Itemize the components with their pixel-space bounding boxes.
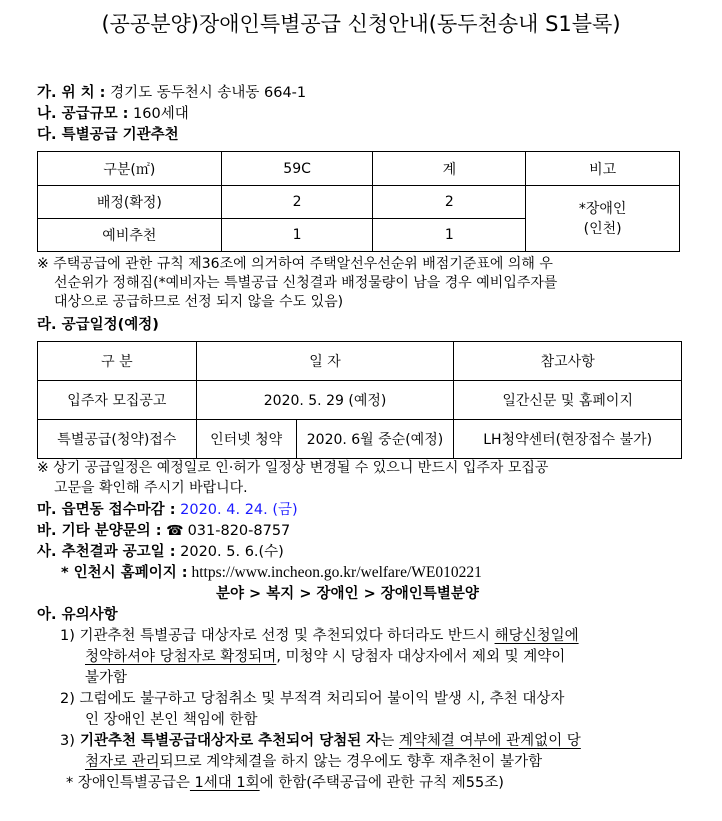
note-priority-line-1: ※ 주택공급에 관한 규칙 제36조에 의거하여 주택알선우선순위 배점기준표에 의해 우 — [37, 256, 553, 272]
caution-item-3-underline-2: 첨자로 관리 — [85, 754, 160, 770]
inquiry-label: 바. 기타 분양문의 : — [37, 523, 162, 539]
announcement-line — [37, 542, 284, 562]
cell-59c: 2 — [221, 186, 373, 219]
homepage-label: * 인천시 홈페이지 : — [61, 565, 188, 581]
cell-reference: LH청약센터(현장접수 불가) — [454, 420, 682, 459]
location-value: 경기도 동두천시 송내동 664-1 — [105, 85, 307, 101]
table-row — [38, 381, 682, 420]
footnote-text: * 장애인특별공급은 — [66, 775, 190, 791]
caution-item-2-line-1 — [60, 689, 564, 710]
row-label: 입주자 모집공고 — [38, 381, 197, 420]
caution-item-1-line-2 — [85, 647, 565, 668]
caution-item-3-text: 는 — [380, 733, 399, 749]
note-schedule-line-2: 고문을 확인해 주시기 바랍니다. — [54, 480, 248, 496]
cell-total: 1 — [373, 219, 526, 252]
supply-scale-label: 나. 공급규모 : — [37, 106, 129, 122]
caution-item-3-line-1 — [60, 731, 581, 752]
header-date: 일 자 — [196, 342, 454, 381]
allocation-table — [37, 151, 680, 252]
header-reference: 참고사항 — [454, 342, 682, 381]
announcement-value: 2020. 5. 6.(수) — [175, 544, 284, 560]
caution-item-2-number: 2) — [60, 691, 75, 707]
caution-item-1-line-3: 불가함 — [85, 670, 128, 686]
phone-icon: ☎ — [166, 523, 184, 539]
cell-date: 2020. 6월 중순(예정) — [296, 420, 454, 459]
agency-recommendation-heading: 다. 특별공급 기관추천 — [37, 127, 179, 143]
note-priority-line-3: 대상으로 공급하므로 선정 되지 않을 수도 있음) — [54, 294, 344, 310]
header-total: 계 — [373, 152, 526, 186]
location-label: 가. 위 치 : — [37, 85, 106, 101]
table-row — [38, 186, 680, 219]
homepage-url[interactable]: https://www.incheon.go.kr/welfare/WE010221 — [187, 564, 482, 581]
caution-item-3-text-2: 되므로 계약체결을 하지 않는 경우에도 향후 재추천이 불가함 — [159, 754, 543, 770]
remark-line-2: (인천) — [583, 220, 622, 237]
caution-item-1-text: 기관추천 특별공급 대상자로 선정 및 추천되었다 하더라도 반드시 — [74, 628, 495, 644]
caution-item-2-text: 그럼에도 불구하고 당첨취소 및 부적격 처리되어 불이익 발생 시, 추천 대상자 — [74, 691, 565, 707]
deadline-line — [37, 500, 298, 520]
caution-item-1-underline-2: 청약하셔야 당첨자로 확정되며 — [85, 649, 277, 665]
supply-scale-value: 160세대 — [128, 106, 189, 122]
caution-footnote — [66, 773, 504, 794]
supply-schedule-heading: 라. 공급일정(예정) — [37, 317, 159, 333]
homepage-path: 분야 > 복지 > 장애인 > 장애인특별분양 — [216, 586, 479, 602]
table-row — [38, 420, 682, 459]
row-label: 예비추천 — [38, 219, 222, 252]
cell-method: 인터넷 청약 — [196, 420, 296, 459]
inquiry-phone: 031-820-8757 — [187, 523, 291, 539]
footnote-text-2: 에 한함(주택공급에 관한 규칙 제55조) — [259, 775, 504, 791]
page-title: (공공분양)장애인특별공급 신청안내(동두천송내 S1블록) — [101, 12, 621, 36]
table-header-row — [38, 342, 682, 381]
remark-line-1: *장애인 — [578, 200, 627, 217]
footnote-underline: 1세대 1회 — [189, 775, 260, 791]
caution-item-1-underline: 해당신청일에 — [494, 628, 579, 644]
row-label: 특별공급(청약)접수 — [38, 420, 197, 459]
announcement-label: 사. 추천결과 공고일 : — [37, 544, 176, 560]
caution-item-1-line-1 — [60, 626, 579, 647]
caution-item-1-number: 1) — [60, 628, 75, 644]
cautions-heading: 아. 유의사항 — [37, 607, 118, 623]
cell-date: 2020. 5. 29 (예정) — [196, 381, 454, 420]
remarks-cell — [526, 186, 680, 252]
header-category: 구분(㎡) — [38, 152, 222, 186]
deadline-label: 마. 읍면동 접수마감 : — [37, 502, 176, 518]
schedule-table — [37, 341, 682, 459]
header-remarks: 비고 — [526, 152, 680, 186]
cell-reference: 일간신문 및 홈페이지 — [454, 381, 682, 420]
location-line — [37, 83, 306, 103]
row-label: 배정(확정) — [38, 186, 222, 219]
caution-item-3-bold: 기관추천 특별공급대상자로 추천되어 당첨된 자 — [74, 733, 381, 749]
header-category: 구 분 — [38, 342, 197, 381]
caution-item-2-line-2: 인 장애인 본인 책임에 한함 — [85, 712, 258, 728]
note-schedule-line-1: ※ 상기 공급일정은 예정일로 인·허가 일정상 변경될 수 있으니 반드시 입주자 모집공 — [37, 460, 549, 476]
supply-scale-line — [37, 104, 189, 124]
caution-item-1-text-2: , 미청약 시 당첨자 대상자에서 제외 및 계약이 — [276, 649, 566, 665]
header-59c: 59C — [221, 152, 373, 186]
note-priority-line-2: 선순위가 정해짐(*예비자는 특별공급 신청결과 배정물량이 남을 경우 예비입주자를 — [54, 275, 558, 291]
homepage-line — [61, 563, 482, 583]
deadline-value: 2020. 4. 24. (금) — [175, 502, 298, 518]
cell-total: 2 — [373, 186, 526, 219]
table-header-row — [38, 152, 680, 186]
cell-59c: 1 — [221, 219, 373, 252]
caution-item-3-underline: 계약체결 여부에 관계없이 당 — [398, 733, 581, 749]
caution-item-3-line-2 — [85, 752, 542, 773]
caution-item-3-number: 3) — [60, 733, 75, 749]
inquiry-line — [37, 521, 290, 541]
